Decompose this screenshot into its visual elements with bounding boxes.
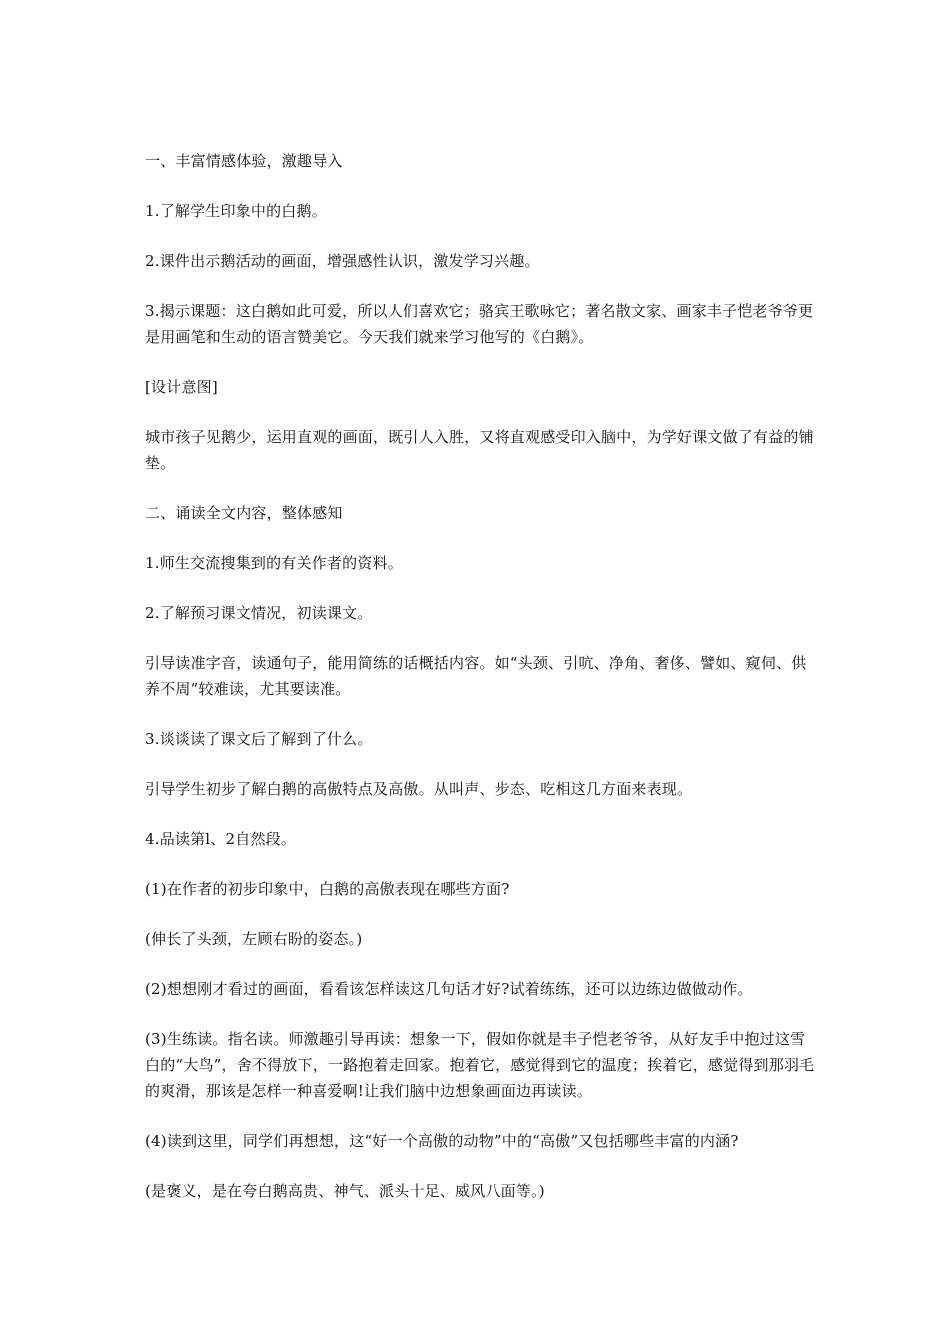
paragraph: 3.揭示课题：这白鹅如此可爱，所以人们喜欢它；骆宾王歌咏它；著名散文家、画家丰子恺老爷爷更是用画笔和生动的语言赞美它。今天我们就来学习他写的《白鹅》。 — [145, 302, 814, 346]
section-heading-1: 一、丰富情感体验，激趣导入 — [145, 152, 343, 170]
paragraph: (3)生练读。指名读。师激趣引导再读：想象一下，假如你就是丰子恺老爷爷，从好友手中抱过这雪白的“大鸟”，舍不得放下，一路抱着走回家。抱着它，感觉得到它的温度；挨着它，感觉得到那羽毛的爽滑，那该是怎样一种喜爱啊!让我们脑中边想象画面边再读读。 — [145, 1030, 815, 1100]
paragraph: (2)想想刚才看过的画面，看看该怎样读这几句话才好?试着练练，还可以边练边做做动作。 — [145, 980, 753, 998]
document-body — [145, 148, 815, 1228]
paragraph: 1.了解学生印象中的白鹅。 — [145, 202, 327, 220]
section-heading-2: 二、诵读全文内容，整体感知 — [145, 504, 343, 522]
paragraph: (1)在作者的初步印象中，白鹅的高傲表现在哪些方面? — [145, 880, 510, 898]
design-intent-label: [设计意图] — [145, 378, 218, 396]
paragraph: 引导学生初步了解白鹅的高傲特点及高傲。从叫声、步态、吃相这几方面来表现。 — [145, 780, 693, 798]
paragraph: 3.谈谈读了课文后了解到了什么。 — [145, 730, 373, 748]
paragraph: (伸长了头颈，左顾右盼的姿态。) — [145, 930, 363, 948]
paragraph: (4)读到这里，同学们再想想，这“好一个高傲的动物”中的“高傲”又包括哪些丰富的内涵? — [145, 1132, 739, 1150]
paragraph: 2.了解预习课文情况，初读课文。 — [145, 604, 373, 622]
paragraph: 4.品读第l、2自然段。 — [145, 830, 297, 848]
paragraph: 2.课件出示鹅活动的画面，增强感性认识，激发学习兴趣。 — [145, 252, 540, 270]
paragraph: 1.师生交流搜集到的有关作者的资料。 — [145, 554, 403, 572]
paragraph: (是褒义，是在夸白鹅高贵、神气、派头十足、威风八面等。) — [145, 1182, 545, 1200]
paragraph: 城市孩子见鹅少，运用直观的画面，既引人入胜，又将直观感受印入脑中，为学好课文做了有益的铺垫。 — [145, 428, 814, 472]
paragraph: 引导读准字音，读通句子，能用简练的话概括内容。如“头颈、引吭、净角、奢侈、譬如、窥伺、供养不周”较难读，尤其要读准。 — [145, 654, 807, 698]
